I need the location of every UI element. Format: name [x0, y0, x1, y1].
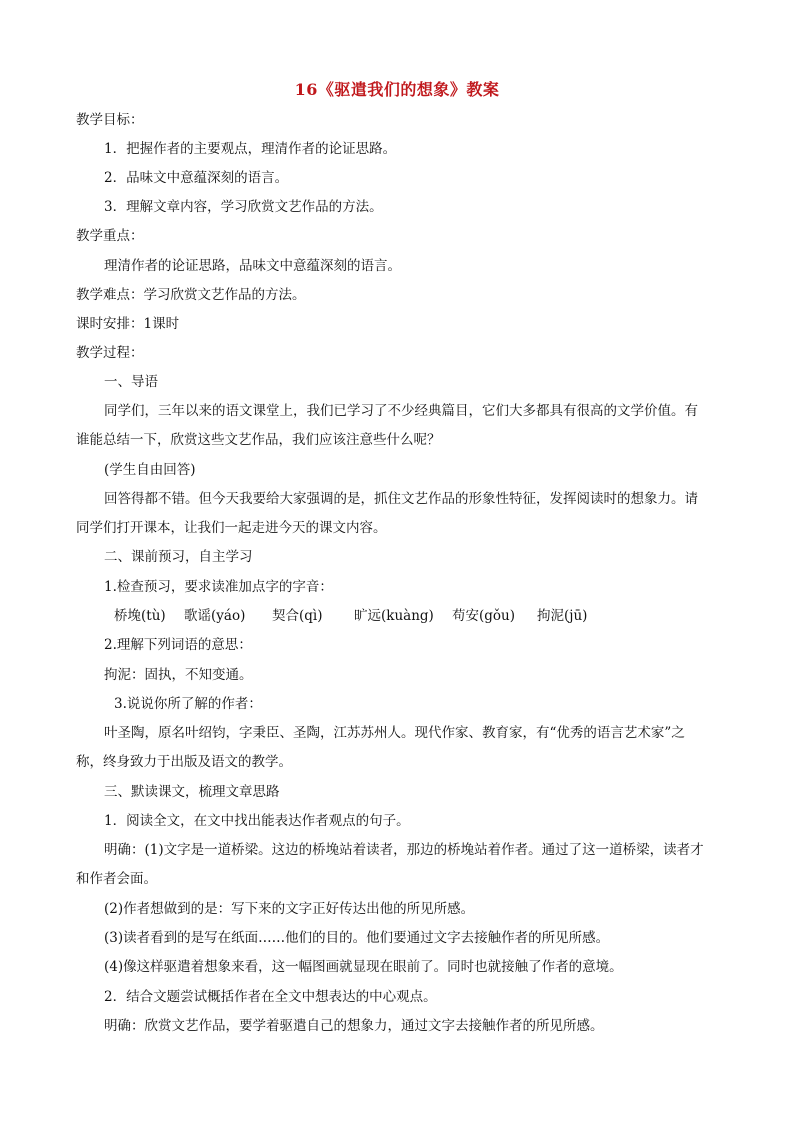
document-title: 16《驱遣我们的想象》教案 — [294, 80, 500, 99]
paragraph-line: (2)作者想做到的是：写下来的文字正好传达出他的所见所感。 — [104, 901, 475, 917]
free-answer-note: (学生自由回答) — [104, 462, 196, 478]
paragraph-line: 同学们打开课本，让我们一起走进今天的课文内容。 — [76, 520, 387, 536]
paragraph-line: 称，终身致力于出版及语文的教学。 — [76, 754, 292, 770]
schedule-line: 课时安排：1课时 — [76, 316, 180, 332]
section-heading: 三、默读课文，梳理文章思路 — [104, 784, 280, 800]
key-points-heading: 教学重点： — [76, 228, 144, 244]
task-item: 1．阅读全文，在文中找出能表达作者观点的句子。 — [104, 813, 410, 829]
task-item: 2．结合文题尝试概括作者在全文中想表达的中心观点。 — [104, 989, 437, 1005]
section-heading: 二、课前预习，自主学习 — [104, 549, 253, 565]
difficulty-line: 教学难点：学习欣赏文艺作品的方法。 — [76, 287, 306, 303]
definition-line: 拘泥：固执，不知变通。 — [104, 667, 253, 683]
pinyin-item: 契合(qì) — [272, 608, 323, 624]
paragraph-line: 谁能总结一下，欣赏这些文艺作品，我们应该注意些什么呢？ — [76, 432, 441, 448]
preview-item: 3.说说你所了解的作者： — [114, 696, 262, 712]
paragraph-line: 回答得都不错。但今天我要给大家强调的是，抓住文艺作品的形象性特征，发挥阅读时的想象力。请 — [104, 491, 698, 507]
goals-heading: 教学目标： — [76, 112, 144, 128]
goal-item: 3．理解文章内容，学习欣赏文艺作品的方法。 — [104, 199, 383, 215]
paragraph-line: 明确：(1)文字是一道桥梁。这边的桥堍站着读者，那边的桥堍站着作者。通过了这一道桥梁，读者才 — [104, 842, 704, 858]
pinyin-item: 歌谣(yáo) — [184, 608, 246, 624]
paragraph-line: 叶圣陶，原名叶绍钧，字秉臣、圣陶，江苏苏州人。现代作家、教育家，有“优秀的语言艺术家”之 — [104, 725, 685, 741]
goal-item: 2．品味文中意蕴深刻的语言。 — [104, 170, 289, 186]
preview-item: 1.检查预习，要求读准加点字的字音： — [104, 579, 333, 595]
paragraph-line: 明确：欣赏文艺作品，要学着驱遣自己的想象力，通过文字去接触作者的所见所感。 — [104, 1018, 604, 1034]
section-heading: 一、导语 — [104, 374, 158, 390]
goal-item: 1．把握作者的主要观点，理清作者的论证思路。 — [104, 141, 397, 157]
preview-item: 2.理解下列词语的意思： — [104, 637, 252, 653]
paragraph-line: (3)读者看到的是写在纸面……他们的目的。他们要通过文字去接触作者的所见所感。 — [104, 930, 610, 946]
pinyin-item: 旷远(kuàng) — [354, 608, 434, 624]
paragraph-line: 同学们，三年以来的语文课堂上，我们已学习了不少经典篇目，它们大多都具有很高的文学价值。有 — [104, 403, 698, 419]
paragraph-line: (4)像这样驱遣着想象来看，这一幅图画就显现在眼前了。同时也就接触了作者的意境。 — [104, 959, 623, 975]
pinyin-item: 桥堍(tù) — [114, 608, 166, 624]
pinyin-row — [114, 606, 587, 626]
pinyin-item: 拘泥(jū) — [537, 608, 588, 624]
paragraph-line: 和作者会面。 — [76, 871, 157, 887]
pinyin-item: 苟安(gǒu) — [452, 608, 515, 624]
process-heading: 教学过程： — [76, 345, 144, 361]
key-points-text: 理清作者的论证思路，品味文中意蕴深刻的语言。 — [104, 258, 401, 274]
